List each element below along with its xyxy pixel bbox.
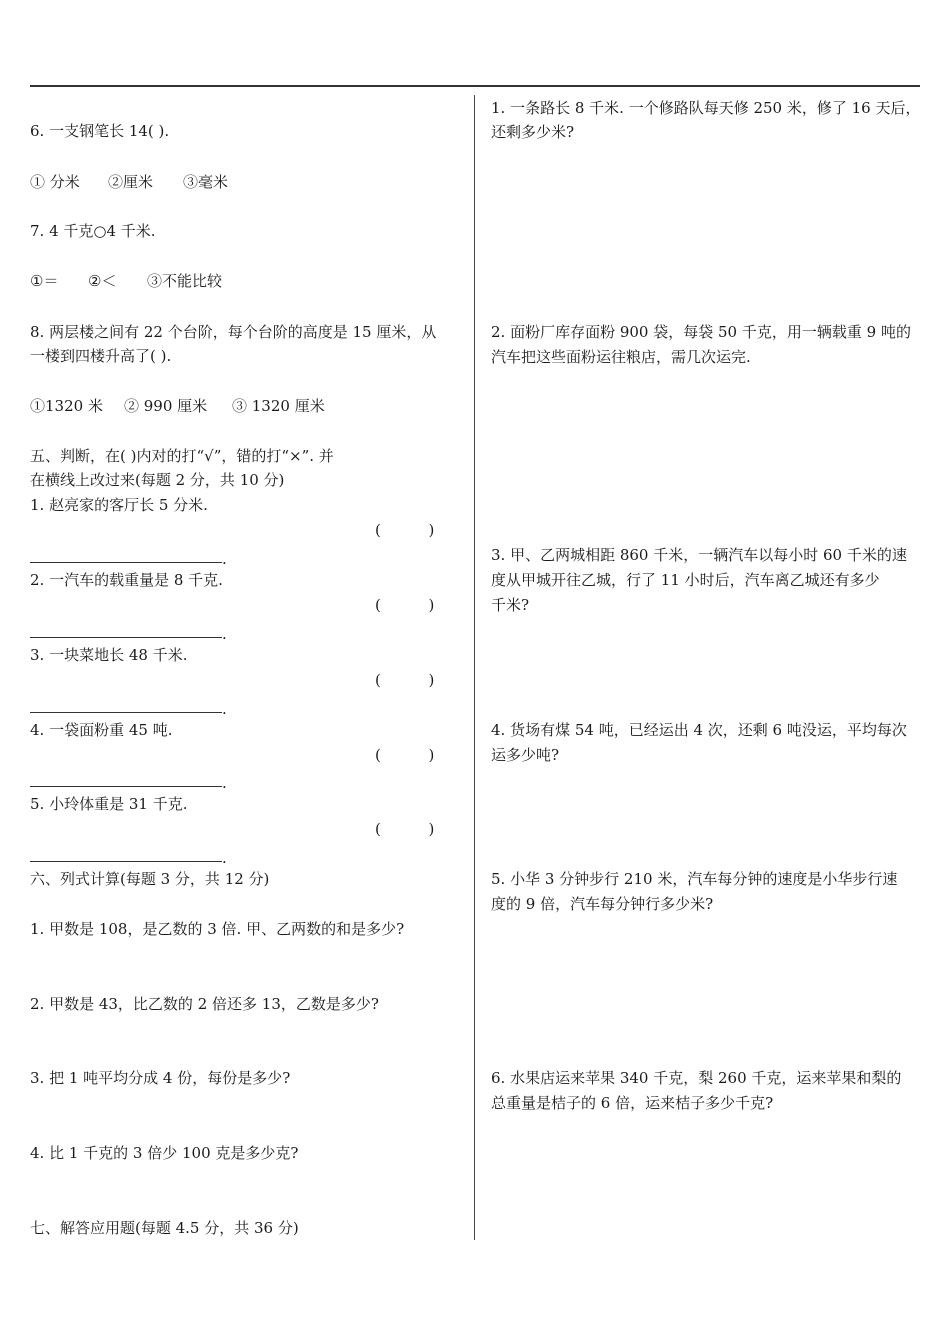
problem-line: 5. 小华 3 分钟步行 210 米，汽车每分钟的速度是小华步行速 xyxy=(491,870,898,888)
option: ①＝ xyxy=(30,272,59,290)
answer-paren[interactable]: ( ) xyxy=(375,671,435,689)
option: ③不能比较 xyxy=(147,272,223,290)
problem-line: 总重量是桔子的 6 倍，运来桔子多少千克? xyxy=(491,1094,774,1112)
option: ③毫米 xyxy=(183,173,229,191)
period: . xyxy=(222,849,227,867)
correction-line[interactable] xyxy=(30,637,222,638)
answer-paren[interactable]: ( ) xyxy=(375,596,435,614)
option: ① 分米 xyxy=(30,173,80,191)
header-rule xyxy=(30,85,920,87)
calc-item-4: 4. 比 1 千克的 3 倍少 100 克是多少克? xyxy=(30,1144,299,1162)
section-5-heading: 五、判断，在( )内对的打“√”，错的打“×”. 并 xyxy=(30,447,334,465)
answer-paren[interactable]: ( ) xyxy=(375,746,435,764)
problem-line: 度的 9 倍，汽车每分钟行多少米? xyxy=(491,895,714,913)
problem-line: 4. 货场有煤 54 吨，已经运出 4 次，还剩 6 吨没运，平均每次 xyxy=(491,721,907,739)
question-8-line2: 一楼到四楼升高了( ). xyxy=(30,347,172,365)
option: ② 990 厘米 xyxy=(124,397,208,415)
option: ③ 1320 厘米 xyxy=(232,397,325,415)
calc-item-3: 3. 把 1 吨平均分成 4 份，每份是多少? xyxy=(30,1069,291,1087)
question-8-line1: 8. 两层楼之间有 22 个台阶，每个台阶的高度是 15 厘米，从 xyxy=(30,323,437,341)
correction-line[interactable] xyxy=(30,562,222,563)
problem-line: 1. 一条路长 8 千米. 一个修路队每天修 250 米，修了 16 天后， xyxy=(491,99,921,117)
section-7-heading: 七、解答应用题(每题 4.5 分，共 36 分) xyxy=(30,1219,299,1237)
judge-item-1: 1. 赵亮家的客厅长 5 分米. xyxy=(30,496,208,514)
correction-line[interactable] xyxy=(30,786,222,787)
period: . xyxy=(222,550,227,568)
problem-line: 3. 甲、乙两城相距 860 千米，一辆汽车以每小时 60 千米的速 xyxy=(491,546,907,564)
problem-line: 运多少吨? xyxy=(491,746,560,764)
problem-line: 汽车把这些面粉运往粮店，需几次运完. xyxy=(491,348,751,366)
correction-line[interactable] xyxy=(30,712,222,713)
problem-line: 6. 水果店运来苹果 340 千克，梨 260 千克，运来苹果和梨的 xyxy=(491,1069,902,1087)
judge-item-2: 2. 一汽车的载重量是 8 千克. xyxy=(30,571,223,589)
answer-paren[interactable]: ( ) xyxy=(375,521,435,539)
judge-item-3: 3. 一块菜地长 48 千米. xyxy=(30,646,188,664)
judge-item-5: 5. 小玲体重是 31 千克. xyxy=(30,795,188,813)
problem-line: 千米? xyxy=(491,596,530,614)
problem-line: 还剩多少米? xyxy=(491,123,575,141)
problem-line: 度从甲城开往乙城，行了 11 小时后，汽车离乙城还有多少 xyxy=(491,571,880,589)
calc-item-1: 1. 甲数是 108，是乙数的 3 倍. 甲、乙两数的和是多少? xyxy=(30,920,405,938)
calc-item-2: 2. 甲数是 43，比乙数的 2 倍还多 13，乙数是多少? xyxy=(30,995,379,1013)
answer-paren[interactable]: ( ) xyxy=(375,820,435,838)
period: . xyxy=(222,774,227,792)
correction-line[interactable] xyxy=(30,861,222,862)
problem-line: 2. 面粉厂库存面粉 900 袋，每袋 50 千克，用一辆载重 9 吨的 xyxy=(491,323,911,341)
option: ①1320 米 xyxy=(30,397,103,415)
question-6: 6. 一支钢笔长 14( ). xyxy=(30,122,170,140)
section-6-heading: 六、列式计算(每题 3 分，共 12 分) xyxy=(30,870,270,888)
option: ②厘米 xyxy=(108,173,154,191)
column-divider xyxy=(474,95,475,1240)
judge-item-4: 4. 一袋面粉重 45 吨. xyxy=(30,721,173,739)
section-5-heading-line2: 在横线上改过来(每题 2 分，共 10 分) xyxy=(30,471,285,489)
option: ②＜ xyxy=(88,272,117,290)
question-7: 7. 4 千克○4 千米. xyxy=(30,222,156,240)
period: . xyxy=(222,625,227,643)
period: . xyxy=(222,700,227,718)
